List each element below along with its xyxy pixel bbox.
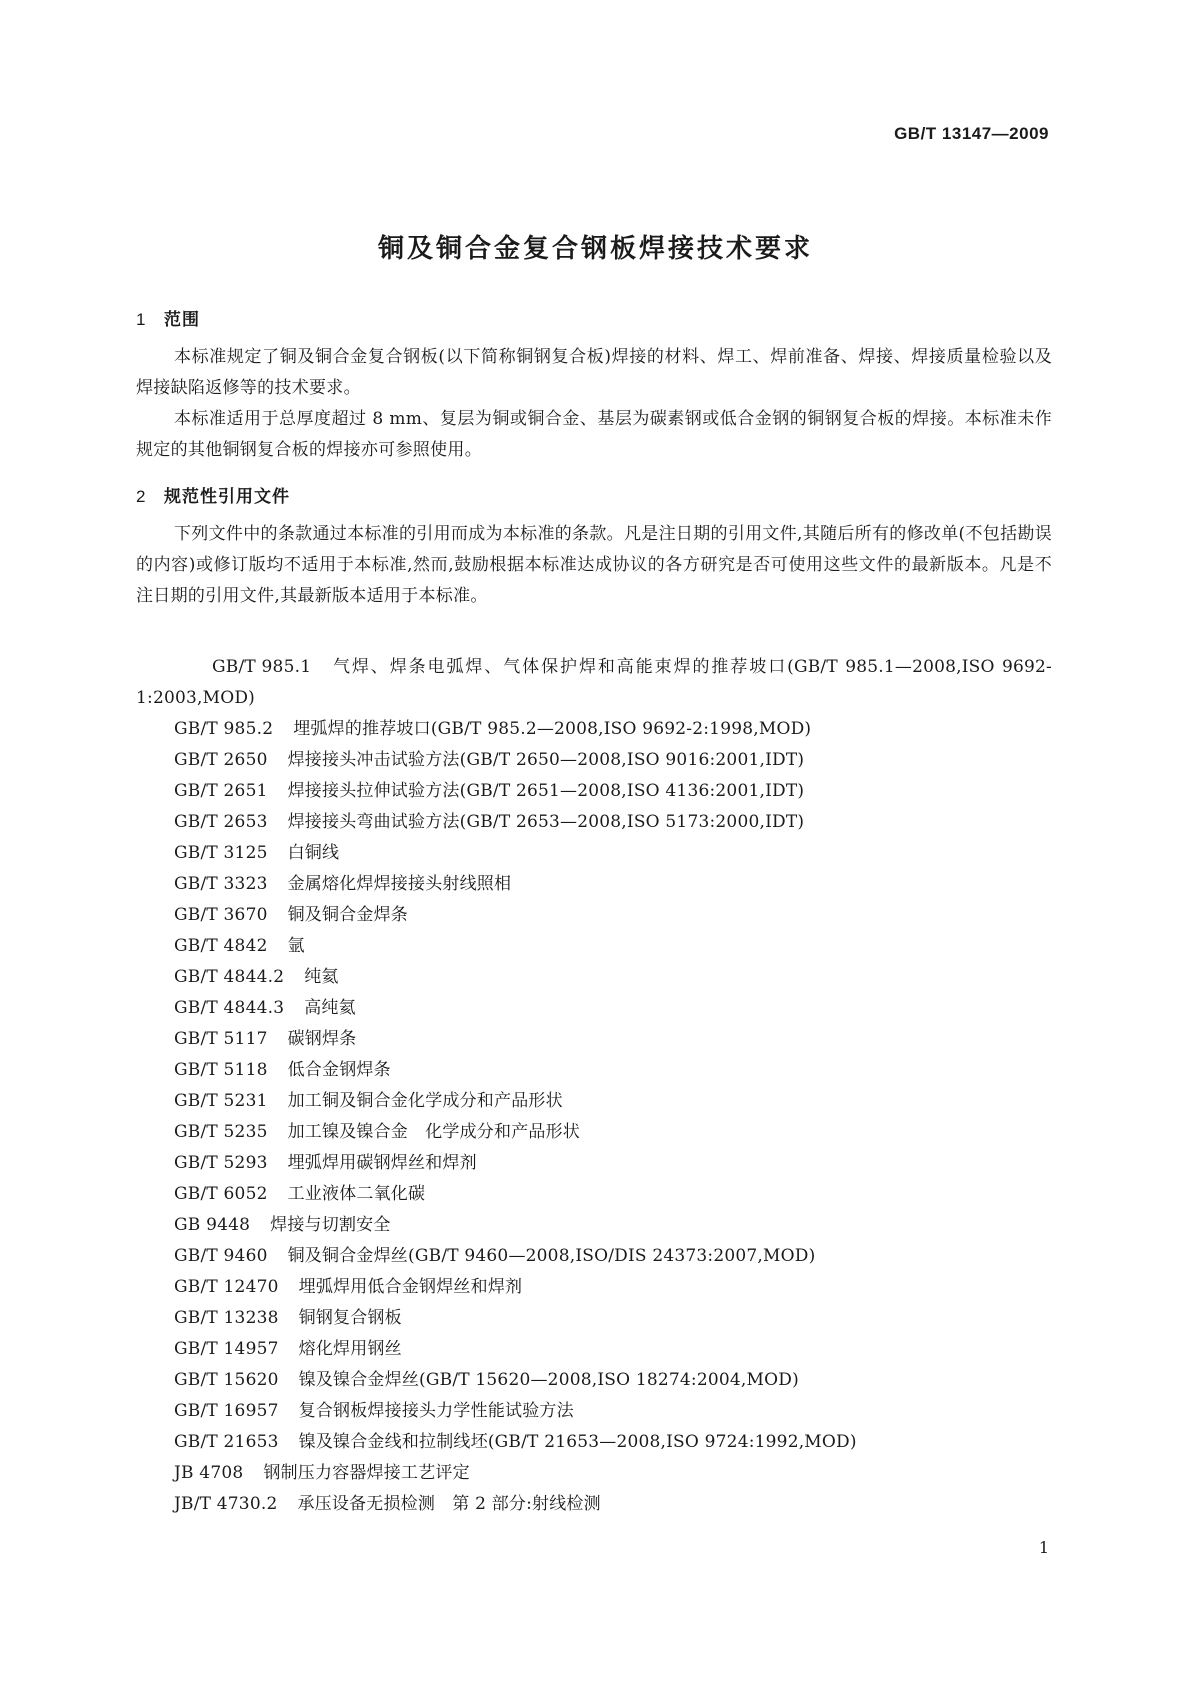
reference-title: 埋弧焊的推荐坡口(GB/T 985.2—2008,ISO 9692-2:1998,MOD) <box>293 719 812 739</box>
reference-title: 镍及镍合金线和拉制线坯(GB/T 21653—2008,ISO 9724:1992,MOD) <box>298 1432 857 1452</box>
reference-title: 焊接与切割安全 <box>270 1215 391 1235</box>
reference-item <box>136 1179 1052 1210</box>
section-2-paragraph-1: 下列文件中的条款通过本标准的引用而成为本标准的条款。凡是注日期的引用文件,其随后所有的修改单(不包括勘误的内容)或修订版均不适用于本标准,然而,鼓励根据本标准达成协议的各方研究是否可使用这些文件的最新版本。凡是不注日期的引用文件,其最新版本适用于本标准。 <box>136 524 1052 606</box>
reference-title: 纯氦 <box>304 967 339 987</box>
reference-item <box>136 1396 1052 1427</box>
reference-item <box>136 993 1052 1024</box>
reference-code: GB/T 4844.2 <box>174 967 285 987</box>
reference-title: 铜及铜合金焊丝(GB/T 9460—2008,ISO/DIS 24373:2007,MOD) <box>287 1246 816 1266</box>
reference-code: GB/T 21653 <box>174 1432 279 1452</box>
reference-code: JB/T 4730.2 <box>174 1494 278 1514</box>
reference-item <box>136 652 1052 714</box>
reference-item <box>136 776 1052 807</box>
reference-item <box>136 807 1052 838</box>
reference-title: 高纯氦 <box>304 998 356 1018</box>
reference-code: GB/T 2650 <box>174 750 268 770</box>
reference-title: 熔化焊用钢丝 <box>298 1339 402 1359</box>
reference-title: 复合钢板焊接接头力学性能试验方法 <box>298 1401 574 1421</box>
reference-code: GB/T 5231 <box>174 1091 268 1111</box>
section-1-paragraph-1: 本标准规定了铜及铜合金复合钢板(以下简称铜钢复合板)焊接的材料、焊工、焊前准备、焊接、焊接质量检验以及焊接缺陷返修等的技术要求。 <box>136 347 1052 398</box>
page-number: 1 <box>1038 1538 1049 1557</box>
normative-references-list <box>136 652 1052 1520</box>
reference-item <box>136 1055 1052 1086</box>
reference-code: GB/T 3125 <box>174 843 268 863</box>
reference-item <box>136 714 1052 745</box>
reference-code: GB/T 5235 <box>174 1122 268 1142</box>
reference-title: 埋弧焊用碳钢焊丝和焊剂 <box>287 1153 477 1173</box>
section-1-title: 范围 <box>164 310 200 330</box>
reference-title: 焊接接头弯曲试验方法(GB/T 2653—2008,ISO 5173:2000,IDT) <box>287 812 805 832</box>
section-2-title: 规范性引用文件 <box>164 487 290 507</box>
reference-item <box>136 869 1052 900</box>
reference-item <box>136 1427 1052 1458</box>
reference-code: GB/T 12470 <box>174 1277 279 1297</box>
reference-item <box>136 1086 1052 1117</box>
reference-title: 金属熔化焊焊接接头射线照相 <box>287 874 512 894</box>
reference-code: GB/T 4844.3 <box>174 998 285 1018</box>
reference-code: GB/T 14957 <box>174 1339 279 1359</box>
reference-item <box>136 1117 1052 1148</box>
reference-title: 铜钢复合钢板 <box>298 1308 402 1328</box>
reference-code: GB/T 6052 <box>174 1184 268 1204</box>
reference-code: GB 9448 <box>174 1215 251 1235</box>
reference-title: 铜及铜合金焊条 <box>287 905 409 925</box>
reference-title: 承压设备无损检测 第 2 部分:射线检测 <box>297 1494 601 1514</box>
reference-title: 白铜线 <box>287 843 340 863</box>
reference-code: GB/T 15620 <box>174 1370 279 1390</box>
reference-item <box>136 900 1052 931</box>
document-title: 铜及铜合金复合钢板焊接技术要求 <box>377 234 813 264</box>
reference-code: GB/T 9460 <box>174 1246 268 1266</box>
reference-item <box>136 745 1052 776</box>
reference-title: 焊接接头冲击试验方法(GB/T 2650—2008,ISO 9016:2001,IDT) <box>287 750 805 770</box>
reference-item <box>136 1303 1052 1334</box>
reference-title: 加工镍及镍合金 化学成分和产品形状 <box>287 1122 581 1142</box>
section-2-number: 2 <box>136 487 147 506</box>
reference-title: 加工铜及铜合金化学成分和产品形状 <box>287 1091 563 1111</box>
reference-code: JB 4708 <box>174 1463 244 1483</box>
reference-code: GB/T 5118 <box>174 1060 268 1080</box>
reference-code: GB/T 985.2 <box>174 719 274 739</box>
reference-title: 低合金钢焊条 <box>287 1060 391 1080</box>
reference-title: 氩 <box>287 936 305 956</box>
reference-title: 工业液体二氧化碳 <box>287 1184 426 1204</box>
reference-item <box>136 838 1052 869</box>
reference-item <box>136 1365 1052 1396</box>
reference-title: 镍及镍合金焊丝(GB/T 15620—2008,ISO 18274:2004,MOD) <box>298 1370 799 1390</box>
reference-item <box>136 1210 1052 1241</box>
reference-title: 气焊、焊条电弧焊、气体保护焊和高能束焊的推荐坡口(GB/T 985.1—2008,ISO 9692-1:2003,MOD) <box>136 657 1052 708</box>
reference-code: GB/T 4842 <box>174 936 268 956</box>
section-1-paragraph-2: 本标准适用于总厚度超过 8 mm、复层为铜或铜合金、基层为碳素钢或低合金钢的铜钢复合板的焊接。本标准未作规定的其他铜钢复合板的焊接亦可参照使用。 <box>136 409 1052 460</box>
reference-title: 碳钢焊条 <box>287 1029 357 1049</box>
reference-item <box>136 962 1052 993</box>
reference-code: GB/T 13238 <box>174 1308 279 1328</box>
reference-item <box>136 1024 1052 1055</box>
reference-code: GB/T 5293 <box>174 1153 268 1173</box>
reference-code: GB/T 985.1 <box>212 657 312 677</box>
reference-title: 埋弧焊用低合金钢焊丝和焊剂 <box>298 1277 523 1297</box>
section-2-heading <box>136 482 290 507</box>
standard-code: GB/T 13147—2009 <box>894 124 1049 143</box>
reference-item <box>136 1334 1052 1365</box>
section-1-number: 1 <box>136 310 147 329</box>
reference-item <box>136 1458 1052 1489</box>
reference-title: 焊接接头拉伸试验方法(GB/T 2651—2008,ISO 4136:2001,IDT) <box>287 781 805 801</box>
section-1-heading <box>136 305 200 330</box>
reference-item <box>136 1489 1052 1520</box>
reference-code: GB/T 2651 <box>174 781 268 801</box>
reference-code: GB/T 16957 <box>174 1401 279 1421</box>
reference-code: GB/T 3323 <box>174 874 268 894</box>
reference-title: 钢制压力容器焊接工艺评定 <box>263 1463 470 1483</box>
reference-item <box>136 1241 1052 1272</box>
reference-code: GB/T 2653 <box>174 812 268 832</box>
reference-item <box>136 1272 1052 1303</box>
reference-item <box>136 931 1052 962</box>
reference-code: GB/T 3670 <box>174 905 268 925</box>
reference-item <box>136 1148 1052 1179</box>
reference-code: GB/T 5117 <box>174 1029 268 1049</box>
